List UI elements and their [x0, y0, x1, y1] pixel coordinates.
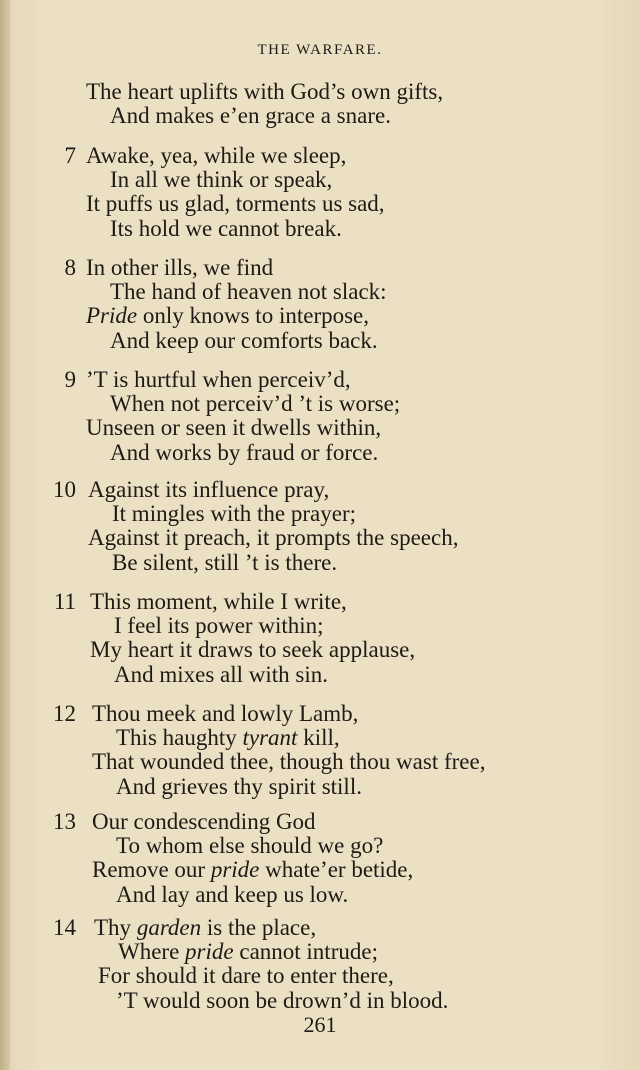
verse-line [118, 940, 378, 964]
verse-text: Thy [94, 915, 137, 940]
verse-line: For should it dare to enter there, [98, 963, 394, 989]
verse-line: And keep our comforts back. [110, 327, 378, 353]
verse-text: whate’er betide, [259, 857, 414, 883]
verse-text: This haughty [116, 725, 243, 751]
page-number: 261 [303, 1012, 337, 1037]
page-edge [0, 0, 10, 1070]
verse-line: That wounded thee, though thou wast free, [92, 749, 486, 775]
verse-line: Be silent, still ’t is there. [112, 549, 338, 575]
verse-line: ’T would soon be drown’d in blood. [116, 987, 449, 1013]
verse-text: cannot intrude; [233, 939, 378, 965]
verse-line: My heart it draws to seek applause, [90, 637, 416, 663]
verse-line: I feel its power within; [114, 613, 324, 639]
stanza-number: 10 [53, 477, 76, 502]
stanza-number: 7 [64, 143, 76, 168]
stanza-number: 14 [53, 915, 76, 940]
verse-text: is the place, [201, 915, 317, 940]
verse-line: And works by fraud or force. [110, 439, 379, 465]
verse-line: The hand of heaven not slack: [110, 279, 387, 305]
verse-line: Unseen or seen it dwells within, [86, 415, 382, 441]
verse-line [86, 304, 369, 328]
verse-line: Thou meek and lowly Lamb, [92, 701, 359, 726]
verse-line: Its hold we cannot break. [110, 215, 342, 241]
verse-line: ’T is hurtful when perceiv’d, [86, 367, 351, 392]
verse-line: It puffs us glad, torments us sad, [86, 191, 385, 217]
verse-line: In other ills, we find [86, 255, 274, 280]
stanza-number: 12 [53, 701, 76, 726]
verse-line: In all we think or speak, [110, 167, 333, 193]
verse-line: And makes e’en grace a snare. [110, 103, 391, 129]
verse-line: This moment, while I write, [90, 589, 347, 614]
italic-word: pride [185, 939, 234, 965]
verse-text: kill, [297, 725, 340, 751]
stanza-number: 13 [53, 809, 76, 834]
verse-line: Against it preach, it prompts the speech, [88, 525, 459, 551]
verse-line: Against its influence pray, [88, 477, 330, 502]
verse-text: Where [118, 939, 186, 965]
verse-line [92, 858, 413, 882]
italic-word: Pride [86, 303, 138, 329]
verse-text: only knows to interpose, [137, 303, 370, 329]
verse-line: Awake, yea, while we sleep, [86, 143, 347, 168]
verse-line [116, 726, 340, 750]
verse-line: Our condescending God [92, 809, 316, 834]
verse-line: The heart uplifts with God’s own gifts, [86, 79, 444, 104]
verse-line: And mixes all with sin. [114, 661, 329, 687]
italic-word: pride [210, 857, 260, 883]
stanza-number: 11 [53, 589, 76, 614]
running-header: THE WARFARE. [257, 42, 383, 58]
stanza-number: 8 [64, 255, 76, 280]
verse-line [94, 916, 316, 940]
verse-line: To whom else should we go? [116, 833, 384, 859]
italic-word: tyrant [242, 725, 298, 751]
verse-line: And lay and keep us low. [116, 881, 349, 907]
stanza-number: 9 [64, 367, 76, 392]
verse-line: It mingles with the prayer; [112, 501, 356, 527]
verse-line: And grieves thy spirit still. [116, 773, 362, 799]
verse-text: Remove our [92, 857, 211, 883]
verse-line: When not perceiv’d ’t is worse; [110, 391, 401, 417]
italic-word: garden [136, 915, 202, 940]
